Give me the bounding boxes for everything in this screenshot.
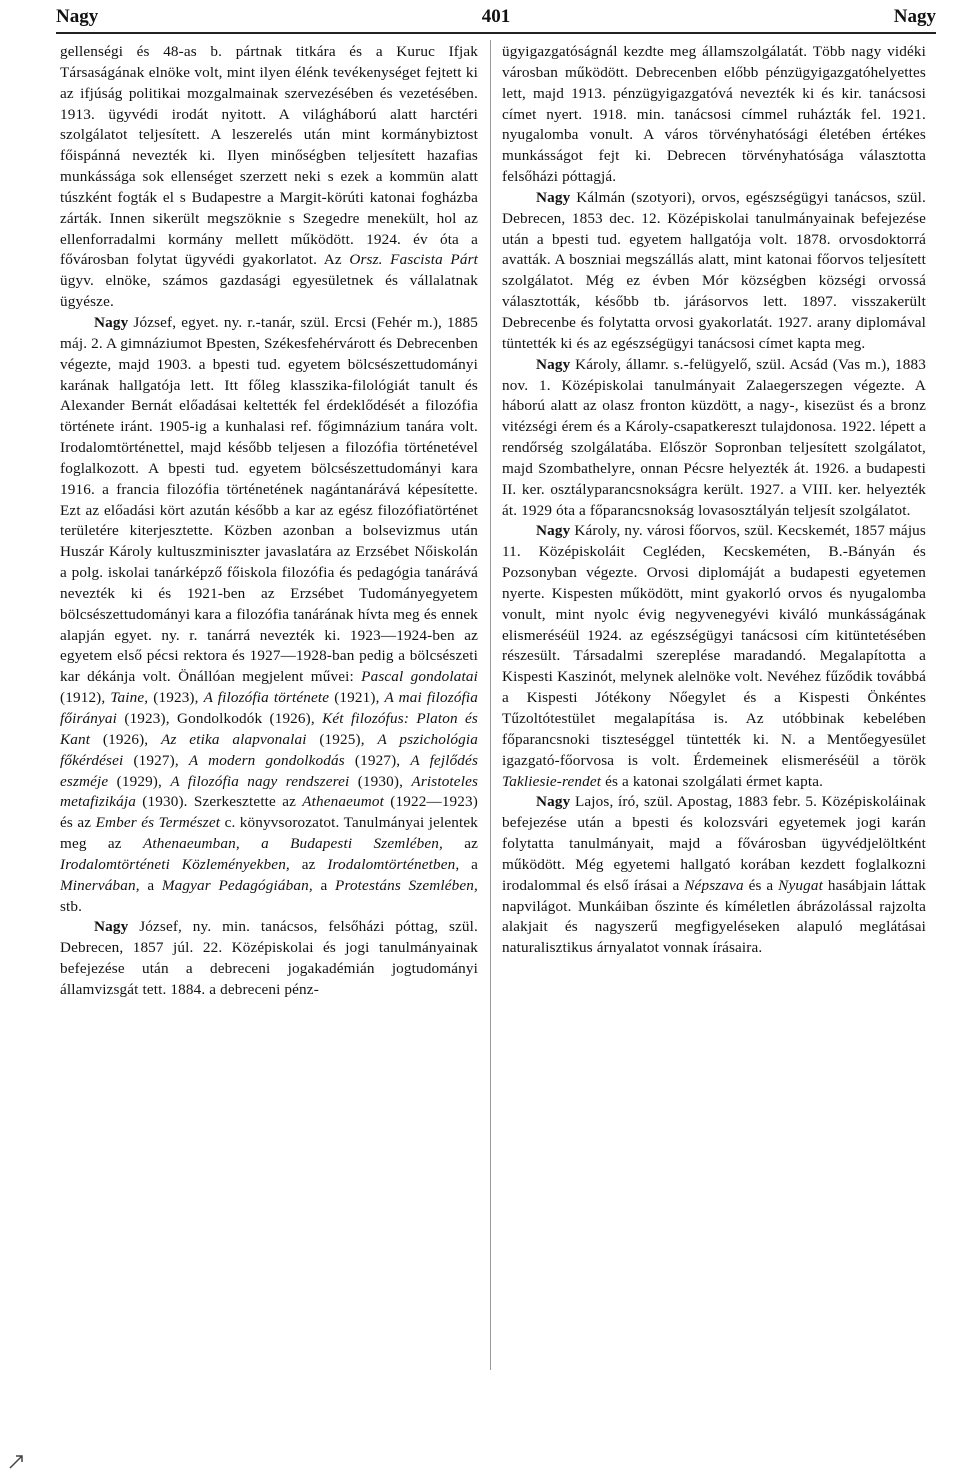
- entry-name: Nagy: [94, 313, 129, 331]
- running-header: [56, 6, 936, 34]
- entry-name: Nagy: [536, 355, 571, 373]
- entry-continuation: ügyigazgatóságnál kezdte meg államszolgálatát. Több nagy vidéki városban működött. Debrecenben előbb pénzügyigazgatóhelyettes lett, majd 1913. pénzügyigazgatóvá nevezték ki és kir. tanácsosi címet nyert. 1918. min. tanácsosi címmel ruházták fel. 1921. nyugalomba vonult. A város törvényhatósági életében értékes munkásságot fejt ki. Debrecen törvényhatósága választotta felsőházi póttagjá.: [502, 43, 926, 186]
- header-left-word: Nagy: [56, 6, 99, 27]
- entry-nagy-jozsef-official: Nagy József, ny. min. tanácsos, felsőházi póttag, szül. Debrecen, 1857 júl. 22. Középiskolai és jogi tanulmányainak befejezése után a debreceni jogakadémián jogtudományi államvizsgát tett. 1884. a debreceni pénz-: [60, 918, 478, 998]
- entry-name: Nagy: [536, 522, 571, 540]
- entry-nagy-kalman: Nagy Kálmán (szotyori), orvos, egészségügyi tanácsos, szül. Debrecen, 1853 dec. 12. Középiskolai tanulmányainak befejezése után a bpesti tud. egyetem hallgatója volt. 1878. orvosdoktorrá avatták. A boszniai megszállás alatt, mint katonai főorvos teljesített szolgálatot. Még ez évben Mór községben községi orvossá választották, később tb. járásorvos lett. 1897. visszakerült Debrecenbe és folytatta orvosi gyakorlatát. 1927. arany diplomával tüntették ki és az egészségügyi tanácsosi címet kapta meg.: [502, 188, 926, 352]
- entry-nagy-jozsef-professor: Nagy József, egyet. ny. r.-tanár, szül. Ercsi (Fehér m.), 1885 máj. 2. A gimnáziumot Bpesten, Székesfehérvárott és Debrecenben végezte, majd 1903. a bpesti tud. egyetem bölcsészettudományi karának hallgatója lett. Itt főleg klasszika-filológiát tanult és Alexander Bernát előadásai keltették fel érdeklődését a filozófia története iránt. 1905-ig a kunhalasi ref. főgimnázium tanára volt. Irodalomtörténettel, majd később teljesen a filozófia történetével foglalkozott. A bpesti tud. egyetem bölcsészettudományi kara 1916. a francia filozófia történetének nagántanárává képesítette. Ezt az előadási kört azután később a kar az egész filozófiatörténet területére kiterjesztette. Közben azonban a bolsevizmus után Huszár Károly kultuszminiszter javaslatára az Erzsébet Nőiskolán a polg. iskolai tanárképző főiskola filozófia és pedagógia tanárává nevezték ki és 1921-ben az Erzsébet Tudományegyetem bölcsészettudományi kara a filozófia tanárának hívta meg és ennek alapján egyet. ny. r. tanárrá nevezték ki. 1923—1924-ben az egyetem első pécsi rektora és 1927—1928-ban pedig a bölcsészeti kar dékánja volt. Önállóan megjelent művei: Pascal gondolatai (1912), Taine, (1923), A filozófia története (1921), A mai filozófia főirányai (1923), Gondolkodók (1926), Két filozófus: Platon és Kant (1926), Az etika alapvonalai (1925), A pszichológia főkérdései (1927), A modern gondolkodás (1927), A fejlődés eszméje (1929), A filozófia nagy rendszerei (1930), Aristoteles metafizikája (1930). Szerkesztette az Athenaeumot (1922—1923) és az Ember és Természet c. könyvsorozatot. Tanulmányai jelentek meg az Athenaeumban, a Budapesti Szemlében, az Irodalomtörténeti Közleményekben, az Irodalomtörténetben, a Minervában, a Magyar Pedagógiában, a Protestáns Szemlében, stb.: [60, 313, 479, 915]
- entry-continuation: gellenségi és 48-as b. pártnak titkára és a Kuruc Ifjak Társaságának elnöke volt, mint ilyen élénk tevékenységet fejtett ki az ifjúság politikai mozgalmainak szervezésében és vezetésében. 1913. ügyvédi irodát nyitott. A világháború alatt harctéri szolgálatot teljesített. A leszerelés után mint kormánybiztost főispánná nevezték ki. Ilyen minőségben teljesített hazafias munkássága sok ellenséget szerzett neki s ezek a kommün alatt túszként fogták el s Budapestre a Margit-körúti katonai fogházba zárták. Innen sikerült megszöknie s Szegedre menekült, hol az ellenforradalmi kormány mellett működött. 1924. év óta a fővárosban folytat ügyvédi gyakorlatot. Az Orsz. Fascista Párt ügyv. elnöke, számos gazdasági egyesületnek és vállalatnak ügyésze.: [60, 43, 478, 311]
- header-right-word: Nagy: [893, 6, 936, 27]
- right-column: [502, 42, 926, 959]
- entry-nagy-lajos: Nagy Lajos, író, szül. Apostag, 1883 febr. 5. Középiskoláinak befejezése után a bpesti és kolozsvári egyetemek jogi karán folytatta tanulmányait, majd a fővárosban ügyvédjelöltként működött. Még egyetemi hallgató korában kezdett foglalkozni irodalommal és első írásai a Népszava és a Nyugat hasábjain láttak napvilágot. Munkáiban őszinte és kíméletlen ábrázolással rajzolta alakjait és nagyszerű megfigyeléseken alapuló meglátásai naturalisztikus árnyalatot vonnak írásaira.: [502, 793, 927, 957]
- entry-nagy-karoly-physician: Nagy Károly, ny. városi főorvos, szül. Kecskemét, 1857 május 11. Középiskoláit Cegléden, Kecskeméten, B.-Bányán és Pozsonyban végezte. Orvosi diplomáját a budapesti egyetemen nyerte. Kispesten működött, mint gyakorló orvos és nyugalomba vonult, mint nyolc évig negyvenegyévi kiváló munkásságának elismeréséül 1924. az egészségügyi tanácsosi cím kitüntetésében részesült. Társadalmi szereplése maradandó. Megalapította a Kispesti Kaszinót, melynek alelnöke volt. Nevéhez fűződik továbbá a Kispesti Jótékony Nőegylet és a Kispesti Önkéntes Tűzoltótestület megalapítása is. Az utóbbinak kebelében főparancsnoki tiszteséggel tüntették ki. N. a Mentőegyesület igazgató-főorvosa is volt. Érdemeinek elismeréséül a török Takliesie-rendet és a katonai szolgálati érmet kapta.: [502, 522, 926, 790]
- left-column: [60, 42, 478, 1001]
- column-divider: [490, 40, 491, 1370]
- entry-name: Nagy: [536, 188, 571, 206]
- scan-corner-mark: [6, 1452, 28, 1474]
- page-number: 401: [481, 6, 511, 27]
- entry-name: Nagy: [94, 918, 129, 936]
- entry-name: Nagy: [536, 793, 571, 811]
- entry-nagy-karoly-police: Nagy Károly, államr. s.-felügyelő, szül. Acsád (Vas m.), 1883 nov. 1. Középiskolai tanulmányait Zalaegerszegen végezte. A háború alatt az olasz fronton küzdött, a nagy-, kisezüst és a bronz vitézségi érem és a Károly-csapatkereszt tulajdonosa. 1922. lépett a rendőrség szolgálatába. Először Sopronban teljesített szolgálatot, majd Szombathelyre, onnan Pécsre helyezték át. 1926. a budapesti II. ker. osztályparancsnokságra került. 1927. a VIII. ker. helyezték át. 1929 óta a főparancsnokság lovasosztályán teljesít szolgálatot.: [502, 355, 926, 519]
